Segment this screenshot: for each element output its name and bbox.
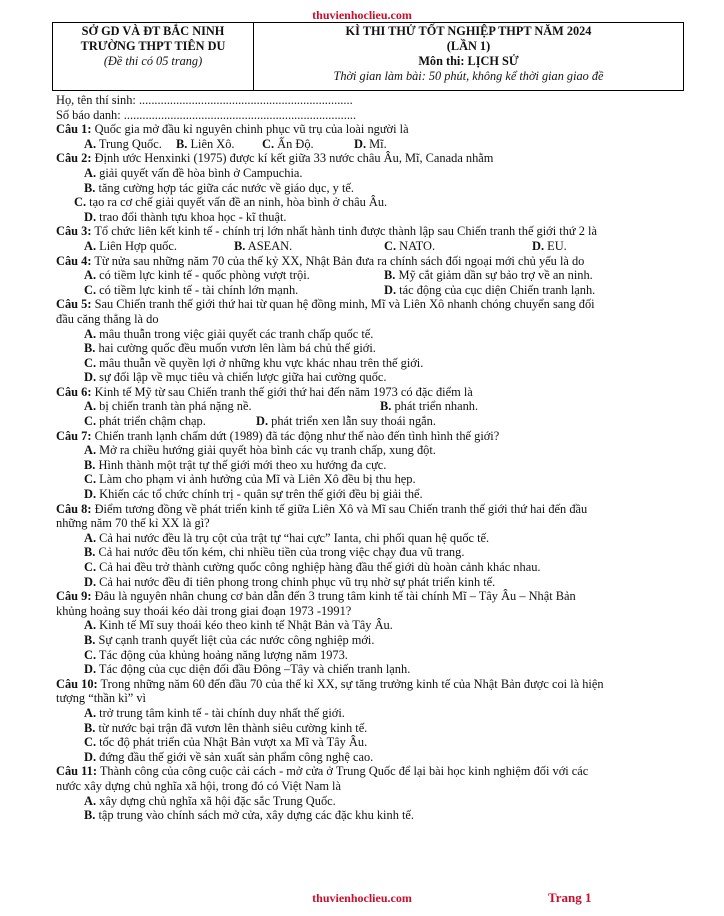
answers-row [56,399,692,414]
answers-row [56,268,692,283]
answer-c: C. tốc độ phát triển của Nhật Bản vượt xa Mĩ và Tây Âu. [84,735,368,750]
answer-d: D. sự đối lập về mục tiêu và chiến lược giữa hai cường quốc. [84,370,387,385]
pages-note: (Đề thi có 05 trang) [103,54,203,68]
answer-c: C. NATO. [384,238,436,253]
candidate-id-line: Số báo danh: ........................................................................... [56,107,357,122]
answer-a: A. có tiềm lực kinh tế - quốc phòng vượt trội. [84,268,310,283]
answer-c: C. tạo ra cơ chế giải quyết vấn đề an ninh, hòa bình ở châu Âu. [74,195,388,210]
answers-row [56,239,692,254]
answers-row [56,283,692,298]
question-6: Câu 6: Kinh tế Mỹ từ sau Chiến tranh thế giới thứ hai đến năm 1973 có đặc điểm là [56,384,473,399]
answer-a: A. bị chiến tranh tàn phá nặng nề. [84,399,252,414]
answer-d: D. trao đổi thành tựu khoa học - kĩ thuật. [84,209,287,224]
question-text: Quốc gia mở đầu kỉ nguyên chinh phục vũ trụ của loài người là [91,122,409,137]
answer-d: D. đứng đầu thế giới về sản xuất sản phẩm công nghệ cao. [84,749,374,764]
header-right [254,23,683,90]
answers-row [56,414,692,429]
answer-b: B. Hình thành một trật tự thế giới mới theo xu hướng đa cực. [84,457,387,472]
answer-b: B. Mỹ cắt giảm dần sự bảo trợ về an ninh. [384,268,593,283]
answer-a: A. giải quyết vấn đề hòa bình ở Campuchia. [84,165,303,180]
question-5: Câu 5: Sau Chiến tranh thế giới thứ hai từ quan hệ đồng minh, Mĩ và Liên Xô nhanh chóng chuyển sang đối [56,297,595,312]
answer-b: B. ASEAN. [234,238,293,253]
question-9-cont: khủng hoảng suy thoái kéo dài trong giai đoạn 1973 -1991? [56,603,352,618]
answer-d: D. Mĩ. [354,136,387,151]
answer-b: B. Cả hai nước đều tốn kém, chi nhiều tiền của trong việc chạy đua vũ trang. [84,545,465,560]
answer-c: C. có tiềm lực kinh tế - tài chính lớn mạnh. [84,282,299,297]
header-left [53,23,254,90]
question-label: Câu 1: [56,122,92,137]
answer-b: B. Sự cạnh tranh quyết liệt của các nước công nghiệp mới. [84,632,375,647]
question-8-cont: những năm 70 thế kỉ XX là gì? [56,516,210,531]
answer-c: C. Tác động của khủng hoảng năng lượng năm 1973. [84,647,348,662]
question-10-cont: tượng “thần kì” vì [56,691,147,706]
answer-b: B. phát triển nhanh. [380,399,479,414]
question-3: Câu 3: Tổ chức liên kết kinh tế - chính trị lớn nhất hành tinh được thành lập sau Chiến tranh thế giới thứ 2 là [56,224,597,239]
answer-d: D. Tác động của cục diện đối đầu Đông –Tây và chiến tranh lạnh. [84,662,411,677]
site-watermark-top[interactable]: thuvienhoclieu.com [312,8,412,22]
exam-title: KÌ THI THỬ TỐT NGHIỆP THPT NĂM 2024 [345,24,592,38]
answer-a: A. Liên Hợp quốc. [84,238,177,253]
answer-c: C. Ấn Độ. [262,136,314,151]
answer-d: D. EU. [532,238,567,253]
question-1 [56,122,692,137]
answer-b: B. tập trung vào chính sách mở cửa, xây dựng các đặc khu kinh tế. [84,808,415,823]
answer-c: C. Cả hai đều trở thành cường quốc công nghiệp hàng đầu thế giới dù hoàn cảnh khác nhau. [84,560,541,574]
answer-b: B. hai cường quốc đều muốn vươn lên làm bá chủ thế giới. [84,341,376,356]
question-2: Câu 2: Định ước Henxinki (1975) được kí kết giữa 33 nước châu Âu, Mĩ, Canada nhằm [56,151,494,166]
question-9: Câu 9: Đâu là nguyên nhân chung cơ bản dẫn đến 3 trung tâm kinh tế tài chính Mĩ – Tây Âu – Nhật Bản [56,589,576,604]
department-name: SỞ GD VÀ ĐT BẮC NINH [81,24,225,38]
exam-content [56,93,692,823]
answer-d: D. tác động của cục diện Chiến tranh lạnh. [384,282,596,297]
page-number: Trang 1 [548,890,592,905]
answer-c: C. mâu thuẫn về quyền lợi ở những khu vực khác nhau trên thế giới. [84,355,424,370]
candidate-name-line: Họ, tên thí sinh: ..................................................................... [56,93,353,107]
question-8: Câu 8: Điểm tương đồng về phát triển kinh tế giữa Liên Xô và Mĩ sau Chiến tranh thế giới thứ hai đến đầu [56,501,588,516]
answer-b: B. Liên Xô. [176,136,235,151]
answer-d: D. phát triển xen lẫn suy thoái ngắn. [256,414,436,429]
answer-a: A. Cả hai nước đều là trụ cột của trật tự “hai cực” Ianta, chi phối quan hệ quốc tế. [84,530,490,545]
exam-header [52,22,684,91]
answer-a: A. Trung Quốc. [84,136,162,151]
answer-a: A. Mở ra chiều hướng giải quyết hòa bình các vụ tranh chấp, xung đột. [84,443,436,458]
answer-b: B. từ nước bại trận đã vươn lên thành siêu cường kinh tế. [84,720,368,735]
answer-c: C. Làm cho phạm vi ảnh hưởng của Mĩ và Liên Xô đều bị thu hẹp. [84,472,416,487]
question-11-cont: nước xây dựng chủ nghĩa xã hội, trong đó có Việt Nam là [56,778,342,793]
answer-d: D. Cả hai nước đều đi tiên phong trong chinh phục vũ trụ nhờ sự phát triển kinh tế. [84,574,496,589]
question-5-cont: đầu căng thẳng là do [56,311,159,326]
answers-row [56,137,692,152]
exam-round: (LẦN 1) [446,39,491,53]
exam-subject: Môn thi: LỊCH SỬ [418,54,519,68]
answer-b: B. tăng cường hợp tác giữa các nước về giáo dục, y tế. [84,180,354,195]
question-7: Câu 7: Chiến tranh lạnh chấm dứt (1989) đã tác động như thế nào đến tình hình thế giới? [56,428,500,443]
answer-d: D. Khiến các tổ chức chính trị - quân sự trên thế giới đều bị giải thể. [84,487,423,502]
site-watermark-bottom[interactable]: thuvienhoclieu.com [312,891,412,905]
question-11: Câu 11: Thành công của công cuộc cải cách - mở cửa ở Trung Quốc để lại bài học kinh nghiệm đối với các [56,764,589,779]
answer-a: A. trở trung tâm kinh tế - tài chính duy nhất thế giới. [84,705,345,720]
answer-a: A. xây dựng chủ nghĩa xã hội đặc sắc Trung Quốc. [84,793,336,808]
school-name: TRƯỜNG THPT TIÊN DU [80,39,226,53]
answer-a: A. Kinh tế Mĩ suy thoái kéo theo kinh tế Nhật Bản và Tây Âu. [84,618,393,633]
question-4: Câu 4: Từ nửa sau những năm 70 của thế kỷ XX, Nhật Bản đưa ra chính sách đối ngoại mới chủ yếu là do [56,253,585,268]
answer-c: C. phát triển chậm chạp. [84,414,206,429]
question-10: Câu 10: Trong những năm 60 đến đầu 70 của thế kỉ XX, sự tăng trưởng kinh tế của Nhật Bản được coi là hiện [56,676,604,691]
exam-time: Thời gian làm bài: 50 phút, không kể thời gian giao đề [333,69,604,83]
answer-a: A. mâu thuẫn trong việc giải quyết các tranh chấp quốc tế. [84,326,374,341]
